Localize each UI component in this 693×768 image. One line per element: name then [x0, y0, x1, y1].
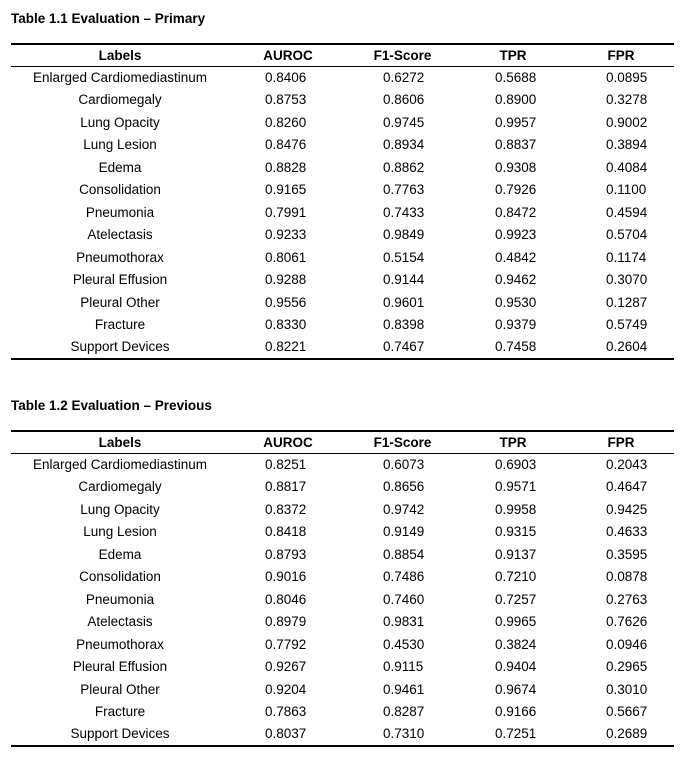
metric-cell: 0.9556 [265, 294, 307, 310]
metric-cell: 0.8793 [265, 546, 307, 562]
label-cell: Fracture [94, 317, 146, 333]
metric-cell: 0.9461 [383, 681, 425, 697]
label-cell: Enlarged Cardiomediastinum [32, 457, 208, 472]
metric-cell: 0.9849 [383, 227, 425, 243]
metric-cell: 0.8260 [265, 114, 307, 130]
metric-cell: 0.7467 [347, 336, 458, 359]
table-row [11, 291, 674, 314]
table-row [11, 498, 674, 521]
metric-cell: 0.9137 [495, 546, 537, 562]
table-row [11, 543, 674, 566]
table-row [11, 521, 674, 544]
metric-cell: 0.7251 [458, 723, 568, 746]
table-row [11, 453, 674, 476]
metric-cell: 0.9965 [495, 614, 537, 630]
table-row [11, 224, 674, 247]
metric-cell: 0.9379 [495, 317, 537, 333]
metric-cell: 0.9308 [495, 159, 537, 175]
label-cell: Support Devices [11, 336, 229, 359]
metric-cell: 0.2763 [606, 591, 648, 607]
column-header: F1-Score [347, 431, 458, 453]
label-cell: Enlarged Cardiomediastinum [32, 70, 208, 85]
metric-cell: 0.5154 [383, 249, 425, 265]
metric-cell: 0.8900 [495, 92, 537, 108]
table-header-row [11, 44, 674, 66]
label-cell: Cardiomegaly [78, 479, 162, 495]
table-row [11, 476, 674, 499]
metric-cell: 0.7863 [265, 704, 307, 720]
metric-cell: 0.6903 [495, 457, 537, 472]
label-cell: Pleural Other [80, 681, 160, 697]
metric-cell: 0.8287 [383, 704, 425, 720]
table-row [11, 314, 674, 337]
label-cell: Cardiomegaly [78, 92, 162, 108]
metric-cell: 0.9288 [265, 272, 307, 288]
label-cell: Atelectasis [87, 614, 153, 630]
metric-cell: 0.8934 [383, 137, 425, 153]
column-header: FPR [568, 431, 674, 453]
metric-cell: 0.1287 [606, 294, 648, 310]
metric-cell: 0.4594 [606, 204, 648, 220]
table-1-caption: Table 1.1 Evaluation – Primary [11, 11, 206, 26]
label-cell: Lung Opacity [80, 114, 160, 130]
metric-cell: 0.7310 [347, 723, 458, 746]
metric-cell: 0.3010 [606, 681, 648, 697]
metric-cell: 0.9166 [495, 704, 537, 720]
metric-cell: 0.1174 [606, 249, 647, 265]
metric-cell: 0.8828 [265, 159, 307, 175]
table-row [11, 111, 674, 134]
metric-cell: 0.8061 [265, 249, 307, 265]
metric-cell: 0.0946 [606, 636, 648, 652]
metric-cell: 0.0895 [606, 70, 648, 85]
table-2-caption: Table 1.2 Evaluation – Previous [11, 398, 212, 413]
metric-cell: 0.5688 [495, 70, 537, 85]
metric-cell: 0.6272 [383, 70, 425, 85]
column-header: AUROC [229, 44, 347, 66]
metric-cell: 0.9165 [265, 182, 307, 198]
metric-cell: 0.4647 [606, 479, 648, 495]
metric-cell: 0.1100 [606, 182, 647, 198]
metric-cell: 0.9462 [495, 272, 537, 288]
label-cell: Edema [98, 159, 142, 175]
metric-cell: 0.8979 [265, 614, 307, 630]
metric-cell: 0.7926 [495, 182, 537, 198]
table-row [11, 89, 674, 112]
metric-cell: 0.3824 [495, 636, 537, 652]
metric-cell: 0.9957 [495, 114, 537, 130]
table-row [11, 633, 674, 656]
metric-cell: 0.0878 [606, 569, 648, 585]
metric-cell: 0.3278 [606, 92, 648, 108]
metric-cell: 0.8251 [265, 457, 307, 472]
metric-cell: 0.8854 [383, 546, 425, 562]
metric-cell: 0.4530 [383, 636, 425, 652]
metric-cell: 0.9149 [383, 524, 425, 540]
table-row [11, 611, 674, 634]
label-cell: Pleural Effusion [72, 659, 168, 675]
metric-cell: 0.5749 [606, 317, 648, 333]
metric-cell: 0.9674 [495, 681, 537, 697]
table-row [11, 678, 674, 701]
metric-cell: 0.7626 [606, 614, 648, 630]
label-cell: Support Devices [11, 723, 229, 746]
metric-cell: 0.8753 [265, 92, 307, 108]
label-cell: Consolidation [79, 182, 161, 198]
metric-cell: 0.2043 [606, 457, 648, 472]
metric-cell: 0.7763 [383, 182, 425, 198]
column-header: FPR [568, 44, 674, 66]
metric-cell: 0.9016 [265, 569, 307, 585]
table-row [11, 566, 674, 589]
metric-cell: 0.4084 [606, 159, 648, 175]
metric-cell: 0.7460 [383, 591, 425, 607]
metric-cell: 0.2689 [568, 723, 674, 746]
metric-cell: 0.8472 [495, 204, 537, 220]
metric-cell: 0.9601 [383, 294, 425, 310]
metric-cell: 0.9425 [606, 501, 648, 517]
metric-cell: 0.8221 [229, 336, 347, 359]
metric-cell: 0.8837 [495, 137, 537, 153]
table-row [11, 336, 674, 359]
label-cell: Atelectasis [87, 227, 153, 243]
metric-cell: 0.7210 [495, 569, 537, 585]
label-cell: Pneumothorax [76, 636, 164, 652]
metric-cell: 0.9742 [383, 501, 425, 517]
metric-cell: 0.3070 [606, 272, 648, 288]
metric-cell: 0.9204 [265, 681, 307, 697]
metric-cell: 0.3595 [606, 546, 648, 562]
metric-cell: 0.9404 [495, 659, 537, 675]
table-row [11, 723, 674, 746]
label-cell: Fracture [94, 704, 146, 720]
evaluation-previous-table [11, 430, 674, 747]
metric-cell: 0.8817 [265, 479, 307, 495]
label-cell: Lung Opacity [80, 501, 160, 517]
table-row [11, 269, 674, 292]
table-row [11, 179, 674, 202]
metric-cell: 0.2604 [568, 336, 674, 359]
table-row [11, 66, 674, 89]
metric-cell: 0.4633 [606, 524, 648, 540]
column-header: TPR [458, 431, 568, 453]
metric-cell: 0.8398 [383, 317, 425, 333]
metric-cell: 0.4842 [495, 249, 537, 265]
evaluation-primary-table [11, 43, 674, 360]
metric-cell: 0.8606 [383, 92, 425, 108]
metric-cell: 0.3894 [606, 137, 648, 153]
label-cell: Pneumonia [85, 591, 155, 607]
metric-cell: 0.9002 [606, 114, 648, 130]
table-row [11, 701, 674, 724]
metric-cell: 0.9571 [495, 479, 537, 495]
column-header: AUROC [229, 431, 347, 453]
metric-cell: 0.9115 [383, 659, 424, 675]
metric-cell: 0.8418 [265, 524, 307, 540]
table-row [11, 246, 674, 269]
metric-cell: 0.5704 [606, 227, 648, 243]
table-row [11, 156, 674, 179]
column-header: Labels [11, 431, 229, 453]
metric-cell: 0.9923 [495, 227, 537, 243]
metric-cell: 0.8372 [265, 501, 307, 517]
label-cell: Edema [98, 546, 142, 562]
metric-cell: 0.7458 [458, 336, 568, 359]
metric-cell: 0.9267 [265, 659, 307, 675]
metric-cell: 0.8862 [383, 159, 425, 175]
label-cell: Lung Lesion [83, 137, 157, 153]
metric-cell: 0.7486 [383, 569, 425, 585]
metric-cell: 0.9831 [383, 614, 425, 630]
table-row [11, 656, 674, 679]
metric-cell: 0.8046 [265, 591, 307, 607]
table-header-row [11, 431, 674, 453]
label-cell: Pleural Other [80, 294, 160, 310]
metric-cell: 0.7257 [495, 591, 537, 607]
metric-cell: 0.9233 [265, 227, 307, 243]
column-header: TPR [458, 44, 568, 66]
metric-cell: 0.6073 [383, 457, 425, 472]
column-header: Labels [11, 44, 229, 66]
metric-cell: 0.8656 [383, 479, 425, 495]
label-cell: Pneumothorax [76, 249, 164, 265]
metric-cell: 0.8330 [265, 317, 307, 333]
metric-cell: 0.2965 [606, 659, 648, 675]
column-header: F1-Score [347, 44, 458, 66]
table-row [11, 588, 674, 611]
label-cell: Lung Lesion [83, 524, 157, 540]
metric-cell: 0.7433 [383, 204, 425, 220]
metric-cell: 0.8406 [265, 70, 307, 85]
metric-cell: 0.7991 [265, 204, 307, 220]
label-cell: Consolidation [79, 569, 161, 585]
label-cell: Pneumonia [85, 204, 155, 220]
metric-cell: 0.9144 [383, 272, 425, 288]
metric-cell: 0.9745 [383, 114, 425, 130]
metric-cell: 0.9958 [495, 501, 537, 517]
label-cell: Pleural Effusion [72, 272, 168, 288]
metric-cell: 0.8476 [265, 137, 307, 153]
metric-cell: 0.7792 [265, 636, 307, 652]
metric-cell: 0.9530 [495, 294, 537, 310]
table-row [11, 134, 674, 157]
metric-cell: 0.5667 [606, 704, 648, 720]
metric-cell: 0.8037 [229, 723, 347, 746]
metric-cell: 0.9315 [495, 524, 537, 540]
table-row [11, 201, 674, 224]
